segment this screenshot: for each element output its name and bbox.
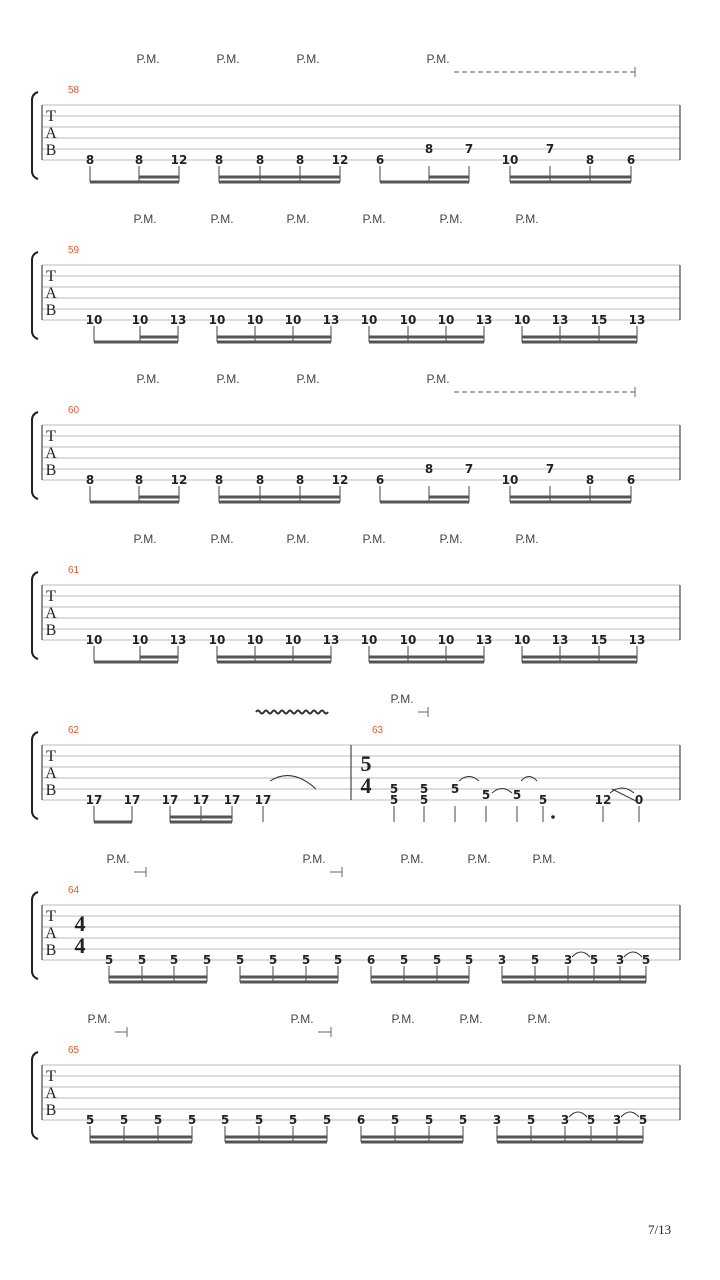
tab-clef-letter: B xyxy=(45,942,57,959)
fret-number: 17 xyxy=(161,793,179,807)
fret-number: 5 xyxy=(104,953,114,967)
fret-number: 12 xyxy=(170,153,188,167)
rest-dot xyxy=(551,815,555,819)
fret-number: 12 xyxy=(331,153,349,167)
fret-number: 7 xyxy=(545,462,555,476)
tab-clef-letter: T xyxy=(46,108,56,125)
fret-number: 6 xyxy=(626,153,636,167)
fret-number: 10 xyxy=(501,153,519,167)
fret-number: 5 xyxy=(153,1113,163,1127)
palm-mute-label: P.M. xyxy=(362,212,386,226)
measure-number: 65 xyxy=(68,1045,80,1056)
fret-number: 13 xyxy=(475,633,493,647)
fret-number: 5 xyxy=(424,1113,434,1127)
tab-clef-letter: A xyxy=(45,1085,57,1102)
tab-clef-letter: T xyxy=(46,268,56,285)
fret-number: 5 xyxy=(333,953,343,967)
fret-number: 10 xyxy=(246,313,264,327)
fret-number: 5 xyxy=(322,1113,332,1127)
fret-number: 13 xyxy=(169,313,187,327)
fret-number: 10 xyxy=(85,633,103,647)
fret-number: 10 xyxy=(284,313,302,327)
time-signature-bottom: 4 xyxy=(74,933,86,958)
fret-number: 8 xyxy=(295,153,305,167)
palm-mute-label: P.M. xyxy=(459,1012,483,1026)
fret-number: 13 xyxy=(628,313,646,327)
fret-number: 8 xyxy=(85,473,95,487)
fret-number: 5 xyxy=(389,793,399,807)
fret-number: 7 xyxy=(464,462,474,476)
fret-number: 5 xyxy=(169,953,179,967)
fret-number: 5 xyxy=(589,953,599,967)
fret-number: 13 xyxy=(322,633,340,647)
tab-clef-letter: A xyxy=(45,285,57,302)
system-bracket xyxy=(32,252,38,339)
tab-clef-letter: T xyxy=(46,428,56,445)
measure-number: 59 xyxy=(68,245,80,256)
tab-clef-letter: T xyxy=(46,588,56,605)
fret-number: 10 xyxy=(360,633,378,647)
fret-number: 8 xyxy=(134,153,144,167)
hammer-on-arc xyxy=(569,1112,587,1117)
palm-mute-label: P.M. xyxy=(106,852,130,866)
palm-mute-label: P.M. xyxy=(136,372,160,386)
system-bracket xyxy=(32,732,38,819)
palm-mute-label: P.M. xyxy=(286,212,310,226)
fret-number: 6 xyxy=(626,473,636,487)
fret-number: 8 xyxy=(585,473,595,487)
fret-number: 17 xyxy=(223,793,241,807)
fret-number: 5 xyxy=(119,1113,129,1127)
fret-number: 5 xyxy=(389,782,399,796)
tie-arc xyxy=(459,777,479,782)
fret-number: 10 xyxy=(513,633,531,647)
palm-mute-label: P.M. xyxy=(391,1012,415,1026)
fret-number: 12 xyxy=(170,473,188,487)
tab-clef-letter: B xyxy=(45,142,57,159)
hammer-on-arc xyxy=(572,952,590,957)
tab-clef-letter: A xyxy=(45,125,57,142)
fret-number: 8 xyxy=(295,473,305,487)
tab-clef-letter: B xyxy=(45,622,57,639)
fret-number: 7 xyxy=(545,142,555,156)
fret-number: 5 xyxy=(432,953,442,967)
palm-mute-label: P.M. xyxy=(426,52,450,66)
tab-clef-letter: A xyxy=(45,445,57,462)
page-number: 7/13 xyxy=(648,1222,672,1237)
hammer-on-arc xyxy=(621,1112,639,1117)
fret-number: 13 xyxy=(551,313,569,327)
tab-clef-letter: B xyxy=(45,462,57,479)
fret-number: 5 xyxy=(638,1113,648,1127)
fret-number: 13 xyxy=(169,633,187,647)
tab-clef-letter: B xyxy=(45,782,57,799)
fret-number: 5 xyxy=(85,1113,95,1127)
fret-number: 13 xyxy=(322,313,340,327)
fret-number: 5 xyxy=(268,953,278,967)
tab-clef-letter: B xyxy=(45,302,57,319)
fret-number: 5 xyxy=(419,782,429,796)
fret-number: 17 xyxy=(85,793,103,807)
fret-number: 17 xyxy=(254,793,272,807)
fret-number: 5 xyxy=(512,788,522,802)
fret-number: 10 xyxy=(131,633,149,647)
measure-number: 63 xyxy=(372,725,384,736)
system-bracket xyxy=(32,572,38,659)
hammer-on-arc xyxy=(624,952,642,957)
fret-number: 13 xyxy=(551,633,569,647)
fret-number: 5 xyxy=(254,1113,264,1127)
fret-number: 6 xyxy=(375,153,385,167)
palm-mute-label: P.M. xyxy=(133,532,157,546)
palm-mute-label: P.M. xyxy=(290,1012,314,1026)
fret-number: 5 xyxy=(390,1113,400,1127)
tab-clef-letter: A xyxy=(45,925,57,942)
fret-number: 6 xyxy=(356,1113,366,1127)
tab-clef-letter: T xyxy=(46,748,56,765)
fret-number: 12 xyxy=(331,473,349,487)
tab-clef-letter: B xyxy=(45,1102,57,1119)
palm-mute-label: P.M. xyxy=(133,212,157,226)
palm-mute-label: P.M. xyxy=(302,852,326,866)
slide-line xyxy=(612,789,636,801)
time-signature-top: 5 xyxy=(360,751,372,776)
fret-number: 17 xyxy=(192,793,210,807)
fret-number: 0 xyxy=(634,793,644,807)
time-signature-top: 4 xyxy=(74,911,86,936)
fret-number: 3 xyxy=(560,1113,570,1127)
palm-mute-label: P.M. xyxy=(210,212,234,226)
fret-number: 10 xyxy=(399,633,417,647)
measure-number: 61 xyxy=(68,565,80,576)
fret-number: 17 xyxy=(123,793,141,807)
tab-clef-letter: A xyxy=(45,765,57,782)
fret-number: 10 xyxy=(360,313,378,327)
fret-number: 10 xyxy=(131,313,149,327)
tab-clef-letter: T xyxy=(46,1068,56,1085)
system-bracket xyxy=(32,412,38,499)
fret-number: 5 xyxy=(586,1113,596,1127)
fret-number: 5 xyxy=(538,793,548,807)
fret-number: 5 xyxy=(464,953,474,967)
palm-mute-label: P.M. xyxy=(532,852,556,866)
fret-number: 3 xyxy=(612,1113,622,1127)
fret-number: 8 xyxy=(134,473,144,487)
tab-clef-letter: T xyxy=(46,908,56,925)
fret-number: 5 xyxy=(399,953,409,967)
fret-number: 8 xyxy=(585,153,595,167)
fret-number: 8 xyxy=(85,153,95,167)
fret-number: 8 xyxy=(255,473,265,487)
palm-mute-label: P.M. xyxy=(87,1012,111,1026)
palm-mute-label: P.M. xyxy=(439,212,463,226)
palm-mute-label: P.M. xyxy=(515,212,539,226)
fret-number: 10 xyxy=(85,313,103,327)
fret-number: 15 xyxy=(590,633,608,647)
fret-number: 5 xyxy=(450,782,460,796)
fret-number: 6 xyxy=(366,953,376,967)
fret-number: 5 xyxy=(419,793,429,807)
fret-number: 3 xyxy=(492,1113,502,1127)
palm-mute-label: P.M. xyxy=(426,372,450,386)
fret-number: 12 xyxy=(594,793,612,807)
fret-number: 10 xyxy=(208,633,226,647)
fret-number: 5 xyxy=(202,953,212,967)
fret-number: 13 xyxy=(475,313,493,327)
palm-mute-label: P.M. xyxy=(400,852,424,866)
fret-number: 5 xyxy=(530,953,540,967)
palm-mute-label: P.M. xyxy=(515,532,539,546)
measure-number: 58 xyxy=(68,85,80,96)
fret-number: 5 xyxy=(288,1113,298,1127)
fret-number: 10 xyxy=(513,313,531,327)
time-signature-bottom: 4 xyxy=(360,773,372,798)
vibrato-mark xyxy=(256,711,328,714)
fret-number: 10 xyxy=(437,633,455,647)
palm-mute-label: P.M. xyxy=(362,532,386,546)
palm-mute-label: P.M. xyxy=(439,532,463,546)
palm-mute-label: P.M. xyxy=(136,52,160,66)
fret-number: 5 xyxy=(301,953,311,967)
fret-number: 5 xyxy=(187,1113,197,1127)
palm-mute-label: P.M. xyxy=(286,532,310,546)
fret-number: 3 xyxy=(563,953,573,967)
fret-number: 13 xyxy=(628,633,646,647)
palm-mute-label: P.M. xyxy=(216,372,240,386)
fret-number: 7 xyxy=(464,142,474,156)
fret-number: 10 xyxy=(437,313,455,327)
fret-number: 8 xyxy=(214,153,224,167)
palm-mute-label: P.M. xyxy=(467,852,491,866)
fret-number: 5 xyxy=(137,953,147,967)
fret-number: 5 xyxy=(526,1113,536,1127)
fret-number: 8 xyxy=(214,473,224,487)
measure-number: 60 xyxy=(68,405,80,416)
fret-number: 10 xyxy=(399,313,417,327)
fret-number: 10 xyxy=(501,473,519,487)
system-bracket xyxy=(32,1052,38,1139)
fret-number: 10 xyxy=(246,633,264,647)
fret-number: 5 xyxy=(641,953,651,967)
measure-number: 64 xyxy=(68,885,80,896)
fret-number: 3 xyxy=(497,953,507,967)
palm-mute-label: P.M. xyxy=(296,372,320,386)
fret-number: 5 xyxy=(458,1113,468,1127)
fret-number: 3 xyxy=(615,953,625,967)
fret-number: 5 xyxy=(220,1113,230,1127)
tie-arc xyxy=(521,777,537,782)
fret-number: 15 xyxy=(590,313,608,327)
fret-number: 8 xyxy=(255,153,265,167)
palm-mute-label: P.M. xyxy=(216,52,240,66)
system-bracket xyxy=(32,92,38,179)
measure-number: 62 xyxy=(68,725,80,736)
fret-number: 10 xyxy=(284,633,302,647)
palm-mute-label: P.M. xyxy=(527,1012,551,1026)
palm-mute-label: P.M. xyxy=(296,52,320,66)
palm-mute-label: P.M. xyxy=(210,532,234,546)
fret-number: 5 xyxy=(235,953,245,967)
fret-number: 10 xyxy=(208,313,226,327)
system-bracket xyxy=(32,892,38,979)
fret-number: 8 xyxy=(424,462,434,476)
tab-clef-letter: A xyxy=(45,605,57,622)
fret-number: 5 xyxy=(481,788,491,802)
palm-mute-label: P.M. xyxy=(390,692,414,706)
fret-number: 6 xyxy=(375,473,385,487)
fret-number: 8 xyxy=(424,142,434,156)
